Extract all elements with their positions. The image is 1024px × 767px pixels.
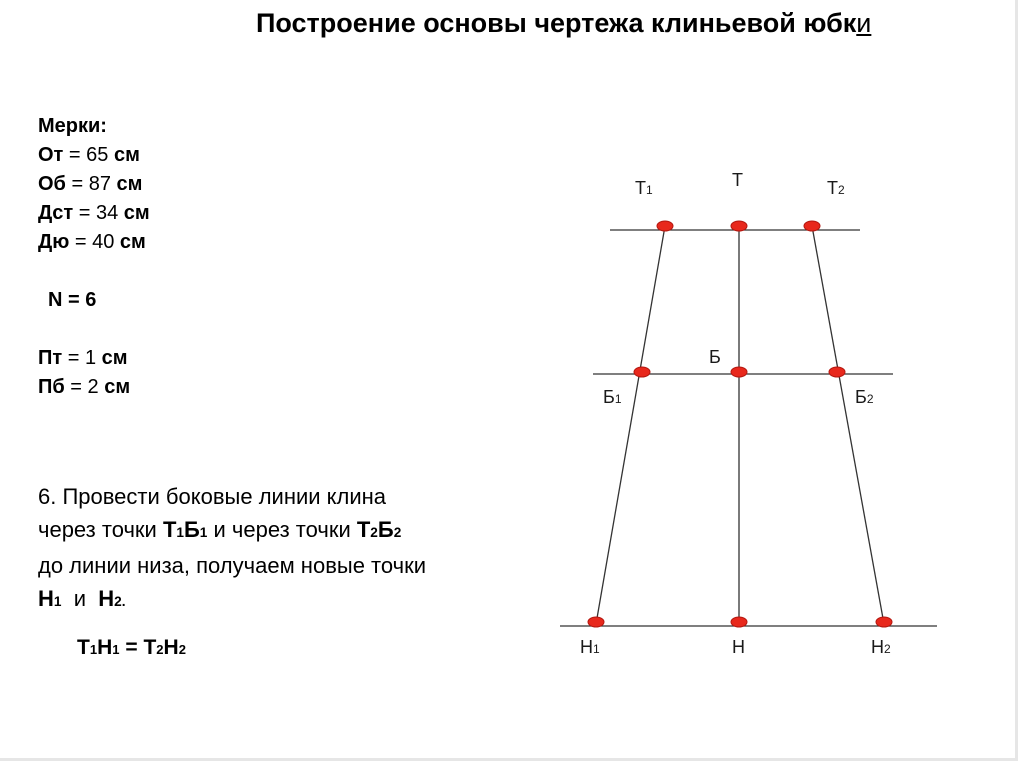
side-line-right [812,226,884,624]
point-h1 [588,617,604,627]
point-b1 [634,367,650,377]
measure-value: 87 [88,173,111,195]
label-b2: Б2 [855,387,874,407]
measure-unit: см [110,173,143,195]
equation: Т1Н1 = Т2Н2 [77,636,186,659]
label-b: Б [709,347,721,367]
measure-value: 65 [86,144,109,166]
point-b [731,367,747,377]
measure-value: 40 [92,231,115,253]
side-line-left [596,226,665,624]
point-b2 [829,367,845,377]
measure-name: От [38,144,64,166]
measure-unit: см [118,202,150,224]
title-tail: и [856,8,872,38]
measure-unit: см [114,231,146,253]
point-h [731,617,747,627]
point-ref-b1: Б1 [183,517,208,542]
label-b1: Б1 [603,387,622,407]
point-h2 [876,617,892,627]
label-t2: Т2 [827,178,845,198]
measure-eq: = [65,173,89,195]
title-main: Построение основы чертежа клиньевой юбк [256,8,857,38]
label-h: Н [732,637,745,657]
allowance-value: 2 [87,376,99,398]
allowance-name: Пб [38,376,65,398]
measure-eq: = [69,231,93,253]
point-ref-b2: Б2 [377,517,402,542]
point-ref-t2: Т2 [356,517,378,542]
n-value: N = 6 [48,289,97,311]
point-t2 [804,221,820,231]
point-ref-h2: Н2. [98,586,126,611]
point-t [731,221,747,231]
step-text: и через точки [207,517,357,542]
measure-unit: см [108,144,140,166]
step-line-3: до линии низа, получаем новые точки [38,553,426,578]
measure-name: Дст [38,202,74,224]
point-ref-t1: Т1 [162,517,184,542]
measure-name: Дю [38,231,70,253]
step-text: и [61,586,99,611]
allowance-unit: см [96,347,128,369]
step-text: через точки [38,517,163,542]
measure-eq: = [63,144,87,166]
allowance-eq: = [62,347,85,369]
step-line-1: 6. Провести боковые линии клина [38,484,387,509]
allowance-eq: = [64,376,88,398]
point-ref-h1: Н1 [38,586,62,611]
point-t1 [657,221,673,231]
label-t1: Т1 [635,178,653,198]
measure-value: 34 [95,202,119,224]
allowance-value: 1 [84,347,97,369]
measures-heading: Мерки: [38,115,107,137]
label-t: Т [732,170,743,190]
label-h2: Н2 [871,637,891,657]
label-h1: Н1 [580,637,600,657]
measure-eq: = [73,202,96,224]
allowance-unit: см [98,376,131,398]
measure-name: Об [38,173,66,195]
allowance-name: Пт [38,347,63,369]
